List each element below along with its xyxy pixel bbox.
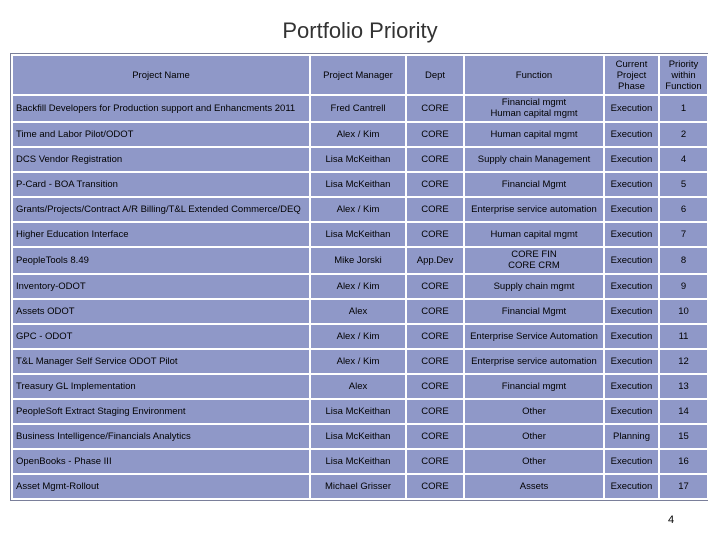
cell-project-manager: Lisa McKeithan bbox=[310, 399, 406, 424]
page-number: 4 bbox=[668, 514, 675, 526]
cell-project-manager: Alex / Kim bbox=[310, 197, 406, 222]
cell-project-name: Treasury GL Implementation bbox=[12, 374, 310, 399]
header-dept: Dept bbox=[406, 55, 464, 95]
cell-phase: Execution bbox=[604, 449, 659, 474]
portfolio-table-container bbox=[10, 53, 708, 501]
cell-dept: CORE bbox=[406, 374, 464, 399]
cell-dept: CORE bbox=[406, 424, 464, 449]
cell-project-manager: Fred Cantrell bbox=[310, 95, 406, 122]
cell-project-name: Grants/Projects/Contract A/R Billing/T&L Extended Commerce/DEQ bbox=[12, 197, 310, 222]
cell-function: Human capital mgmt bbox=[464, 122, 604, 147]
cell-phase: Planning bbox=[604, 424, 659, 449]
cell-priority: 12 bbox=[659, 349, 708, 374]
cell-project-name: GPC - ODOT bbox=[12, 324, 310, 349]
cell-priority: 4 bbox=[659, 147, 708, 172]
cell-phase: Execution bbox=[604, 222, 659, 247]
header-current-project-phase: Current Project Phase bbox=[604, 55, 659, 95]
cell-project-name: Backfill Developers for Production support and Enhancments 2011 bbox=[12, 95, 310, 122]
table-row bbox=[12, 172, 708, 197]
cell-dept: CORE bbox=[406, 197, 464, 222]
cell-function: Enterprise Service Automation bbox=[464, 324, 604, 349]
cell-priority: 7 bbox=[659, 222, 708, 247]
cell-priority: 1 bbox=[659, 95, 708, 122]
table-row bbox=[12, 474, 708, 499]
cell-project-name: Inventory-ODOT bbox=[12, 274, 310, 299]
table-row bbox=[12, 449, 708, 474]
table-row bbox=[12, 247, 708, 274]
cell-priority: 15 bbox=[659, 424, 708, 449]
cell-project-manager: Lisa McKeithan bbox=[310, 424, 406, 449]
cell-priority: 16 bbox=[659, 449, 708, 474]
cell-dept: CORE bbox=[406, 122, 464, 147]
portfolio-table bbox=[11, 54, 709, 500]
cell-project-manager: Alex / Kim bbox=[310, 122, 406, 147]
cell-function: Financial Mgmt bbox=[464, 172, 604, 197]
cell-function: Other bbox=[464, 449, 604, 474]
cell-dept: CORE bbox=[406, 172, 464, 197]
cell-phase: Execution bbox=[604, 147, 659, 172]
cell-project-name: Higher Education Interface bbox=[12, 222, 310, 247]
cell-project-manager: Alex bbox=[310, 374, 406, 399]
cell-dept: CORE bbox=[406, 474, 464, 499]
cell-phase: Execution bbox=[604, 274, 659, 299]
table-row bbox=[12, 299, 708, 324]
cell-dept: CORE bbox=[406, 222, 464, 247]
cell-project-name: DCS Vendor Registration bbox=[12, 147, 310, 172]
cell-phase: Execution bbox=[604, 374, 659, 399]
table-row bbox=[12, 374, 708, 399]
cell-project-name: OpenBooks - Phase III bbox=[12, 449, 310, 474]
table-row bbox=[12, 122, 708, 147]
table-row bbox=[12, 349, 708, 374]
cell-priority: 17 bbox=[659, 474, 708, 499]
cell-project-name: P-Card - BOA Transition bbox=[12, 172, 310, 197]
cell-dept: App.Dev bbox=[406, 247, 464, 274]
cell-priority: 10 bbox=[659, 299, 708, 324]
cell-phase: Execution bbox=[604, 399, 659, 424]
cell-dept: CORE bbox=[406, 147, 464, 172]
cell-dept: CORE bbox=[406, 449, 464, 474]
table-row bbox=[12, 274, 708, 299]
header-priority-within-function: Priority within Function bbox=[659, 55, 708, 95]
cell-priority: 2 bbox=[659, 122, 708, 147]
cell-project-manager: Mike Jorski bbox=[310, 247, 406, 274]
cell-priority: 14 bbox=[659, 399, 708, 424]
cell-project-manager: Lisa McKeithan bbox=[310, 449, 406, 474]
cell-function: Assets bbox=[464, 474, 604, 499]
cell-function: Supply chain mgmt bbox=[464, 274, 604, 299]
cell-phase: Execution bbox=[604, 474, 659, 499]
table-row bbox=[12, 147, 708, 172]
cell-phase: Execution bbox=[604, 197, 659, 222]
cell-project-name: Time and Labor Pilot/ODOT bbox=[12, 122, 310, 147]
cell-function: CORE FIN CORE CRM bbox=[464, 247, 604, 274]
cell-function: Other bbox=[464, 399, 604, 424]
cell-project-name: Business Intelligence/Financials Analytics bbox=[12, 424, 310, 449]
cell-function: Human capital mgmt bbox=[464, 222, 604, 247]
cell-project-manager: Alex bbox=[310, 299, 406, 324]
cell-priority: 13 bbox=[659, 374, 708, 399]
cell-project-name: PeopleSoft Extract Staging Environment bbox=[12, 399, 310, 424]
cell-function: Enterprise service automation bbox=[464, 349, 604, 374]
header-project-manager: Project Manager bbox=[310, 55, 406, 95]
cell-priority: 5 bbox=[659, 172, 708, 197]
table-row bbox=[12, 197, 708, 222]
cell-phase: Execution bbox=[604, 299, 659, 324]
cell-phase: Execution bbox=[604, 324, 659, 349]
table-row bbox=[12, 399, 708, 424]
cell-function: Financial mgmt Human capital mgmt bbox=[464, 95, 604, 122]
header-project-name: Project Name bbox=[12, 55, 310, 95]
cell-dept: CORE bbox=[406, 349, 464, 374]
table-row bbox=[12, 424, 708, 449]
table-header-row bbox=[12, 55, 708, 95]
cell-function: Other bbox=[464, 424, 604, 449]
cell-dept: CORE bbox=[406, 95, 464, 122]
cell-project-name: Asset Mgmt-Rollout bbox=[12, 474, 310, 499]
cell-phase: Execution bbox=[604, 172, 659, 197]
cell-project-manager: Lisa McKeithan bbox=[310, 222, 406, 247]
cell-function: Financial mgmt bbox=[464, 374, 604, 399]
table-row bbox=[12, 324, 708, 349]
cell-dept: CORE bbox=[406, 299, 464, 324]
page-title: Portfolio Priority bbox=[282, 18, 438, 43]
cell-dept: CORE bbox=[406, 274, 464, 299]
cell-phase: Execution bbox=[604, 95, 659, 122]
cell-project-manager: Alex / Kim bbox=[310, 274, 406, 299]
cell-priority: 11 bbox=[659, 324, 708, 349]
cell-function: Financial Mgmt bbox=[464, 299, 604, 324]
cell-phase: Execution bbox=[604, 122, 659, 147]
table-body bbox=[12, 95, 708, 499]
table-row bbox=[12, 95, 708, 122]
cell-phase: Execution bbox=[604, 247, 659, 274]
cell-project-manager: Alex / Kim bbox=[310, 324, 406, 349]
cell-project-name: T&L Manager Self Service ODOT Pilot bbox=[12, 349, 310, 374]
table-row bbox=[12, 222, 708, 247]
cell-project-name: Assets ODOT bbox=[12, 299, 310, 324]
cell-priority: 8 bbox=[659, 247, 708, 274]
cell-project-manager: Alex / Kim bbox=[310, 349, 406, 374]
cell-priority: 9 bbox=[659, 274, 708, 299]
header-function: Function bbox=[464, 55, 604, 95]
cell-dept: CORE bbox=[406, 399, 464, 424]
cell-dept: CORE bbox=[406, 324, 464, 349]
cell-priority: 6 bbox=[659, 197, 708, 222]
cell-function: Supply chain Management bbox=[464, 147, 604, 172]
cell-project-manager: Lisa McKeithan bbox=[310, 172, 406, 197]
cell-project-manager: Michael Grisser bbox=[310, 474, 406, 499]
cell-function: Enterprise service automation bbox=[464, 197, 604, 222]
cell-project-name: PeopleTools 8.49 bbox=[12, 247, 310, 274]
cell-phase: Execution bbox=[604, 349, 659, 374]
cell-project-manager: Lisa McKeithan bbox=[310, 147, 406, 172]
